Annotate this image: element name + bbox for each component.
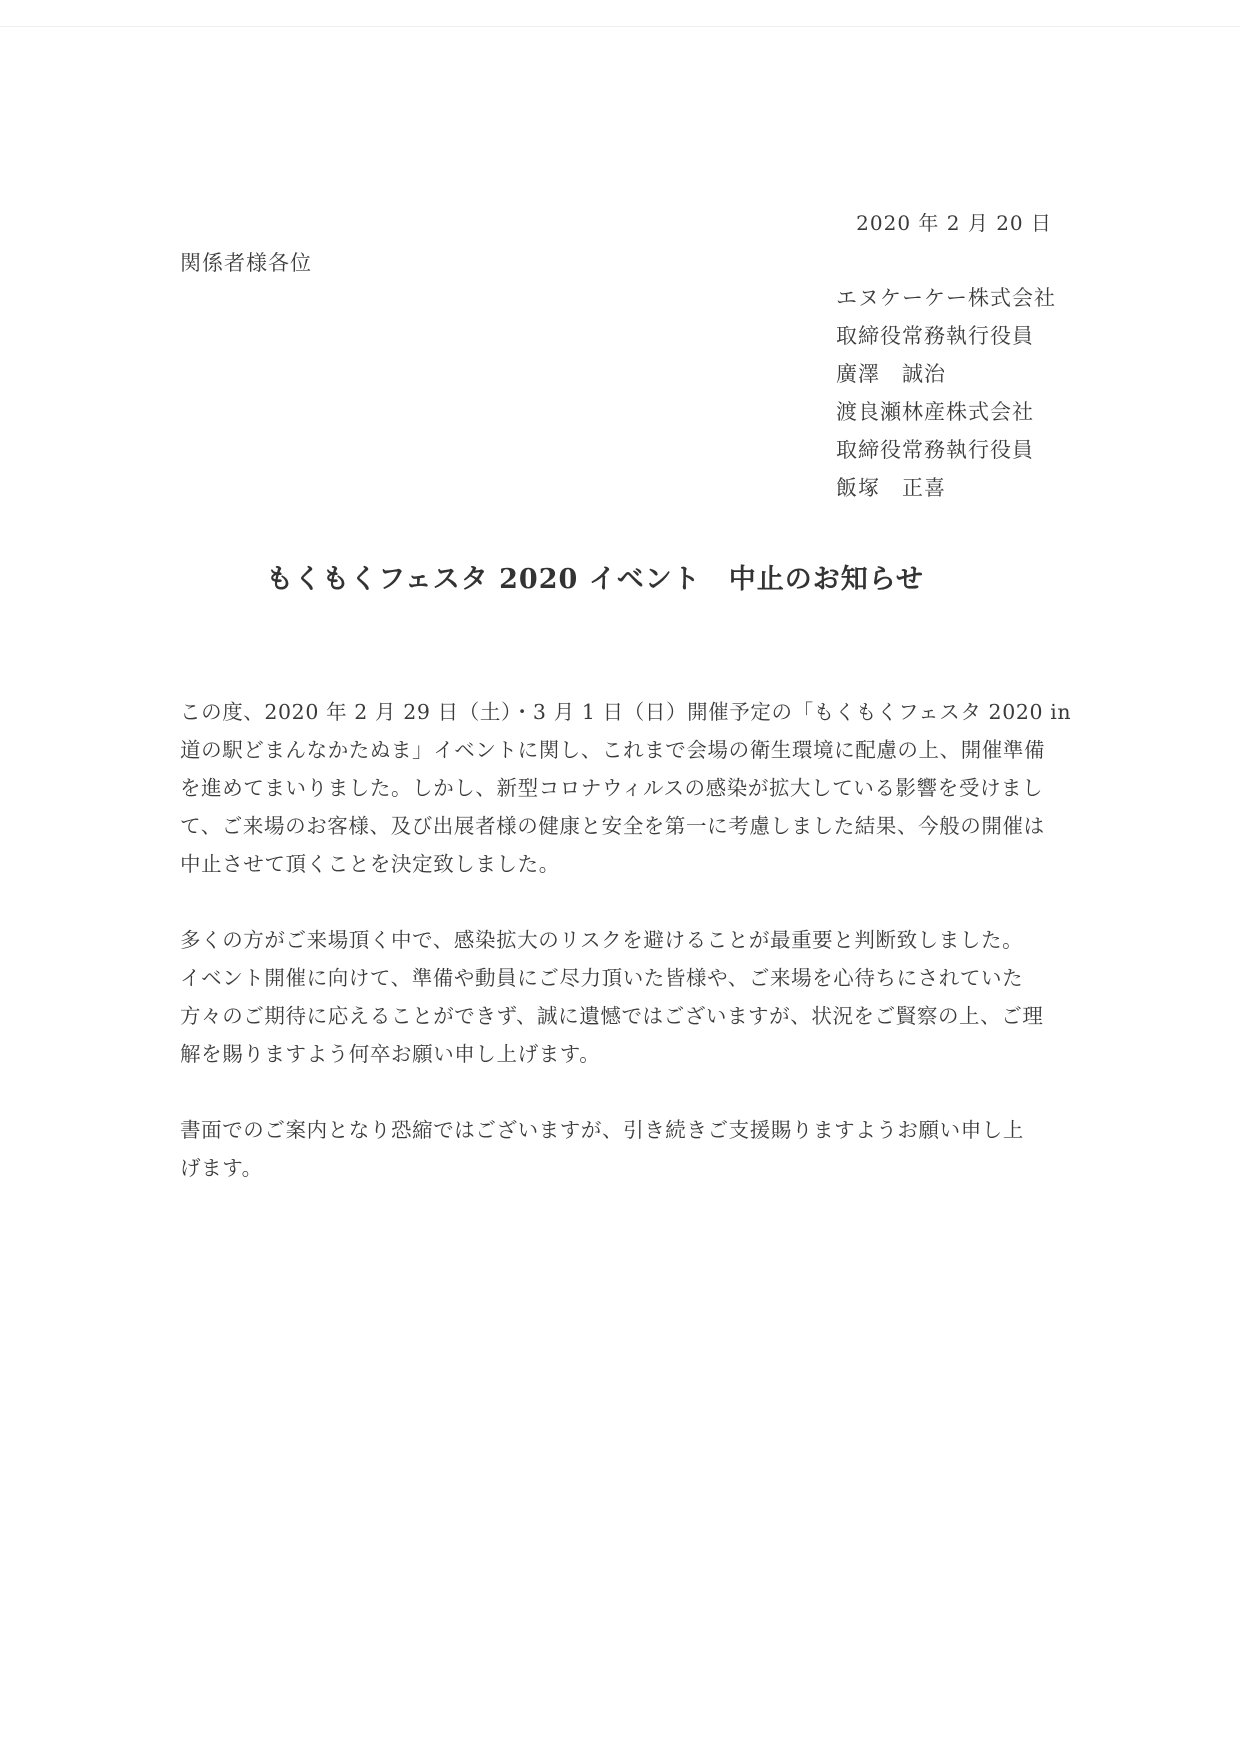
text-line: 中止させて頂くことを決定致しました。 [180,852,560,876]
document-date: 2020 年 2 月 20 日 [856,211,1052,235]
sender-name-1: 廣澤 誠治 [836,362,946,386]
sender-title-2: 取締役常務執行役員 [836,438,1034,462]
sender-company-2: 渡良瀬林産株式会社 [836,400,1034,424]
text-line: イベント開催に向けて、準備や動員にご尽力頂いた皆様や、ご来場を心待ちにされていた [180,966,1024,990]
scan-edge-rule [0,26,1240,27]
text-line: 解を賜りますよう何卒お願い申し上げます。 [180,1042,601,1066]
addressee: 関係者様各位 [180,251,312,275]
sender-title-1: 取締役常務執行役員 [836,324,1034,348]
paragraph-1 [180,693,1070,883]
sender-company-1: エヌケーケー株式会社 [836,286,1056,310]
text-line: 道の駅どまんなかたぬま」イベントに関し、これまで会場の衛生環境に配慮の上、開催準備 [180,738,1046,762]
text-line: 書面でのご案内となり恐縮ではございますが、引き続きご支援賜りますようお願い申し上 [180,1118,1024,1142]
sender-block [836,284,1056,512]
paragraph-3 [180,1111,1070,1187]
text-line: この度、2020 年 2 月 29 日（土）・3 月 1 日（日）開催予定の「もくもくフェスタ 2020 in [180,700,1072,724]
text-line: て、ご来場のお客様、及び出展者様の健康と安全を第一に考慮しました結果、今般の開催は [180,814,1045,838]
document-title: もくもくフェスタ 2020 イベント 中止のお知らせ [266,564,924,595]
text-line: 方々のご期待に応えることができず、誠に遺憾ではございますが、状況をご賢察の上、ご理 [180,1004,1044,1028]
text-line: 多くの方がご来場頂く中で、感染拡大のリスクを避けることが最重要と判断致しました。 [180,928,1024,952]
text-line: を進めてまいりました。しかし、新型コロナウィルスの感染が拡大している影響を受けまし [180,776,1044,800]
sender-name-2: 飯塚 正喜 [836,476,946,500]
paragraph-2 [180,921,1070,1073]
document-body [180,693,1070,1225]
text-line: げます。 [180,1156,263,1180]
